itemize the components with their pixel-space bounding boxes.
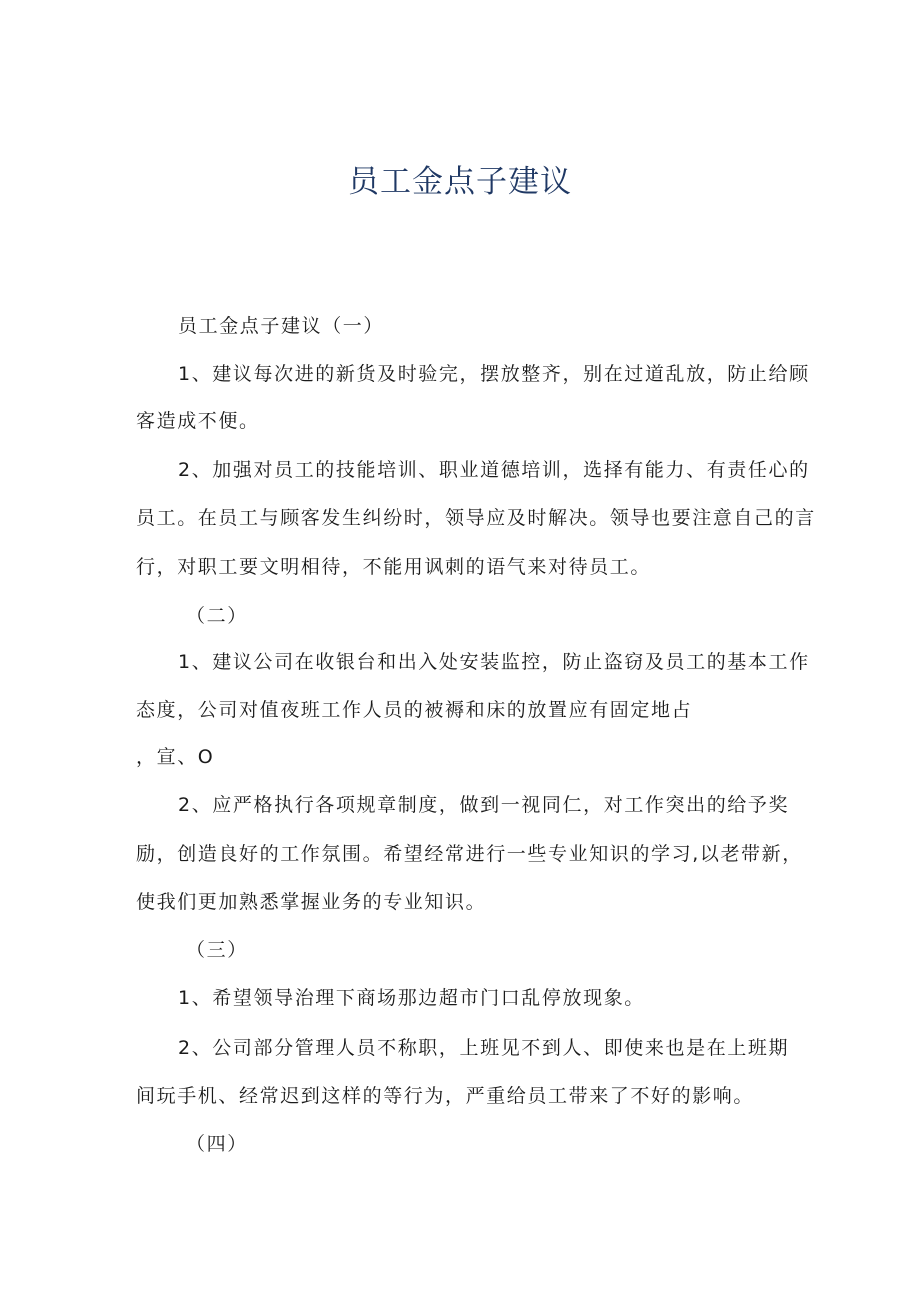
paragraph-line: 1、希望领导治理下商场那边超市门口乱停放现象。 <box>178 987 645 1009</box>
paragraph-line: 2、加强对员工的技能培训、职业道德培训，选择有能力、有责任心的 <box>178 459 810 481</box>
paragraph-line: 2、公司部分管理人员不称职，上班见不到人、即使来也是在上班期 <box>178 1037 790 1059</box>
section-heading: （三） <box>186 939 248 961</box>
paragraph-line: 励，创造良好的工作氛围。希望经常进行一些专业知识的学习,以老带新， <box>136 843 803 865</box>
paragraph-line: 间玩手机、经常迟到这样的等行为，严重给员工带来了不好的影响。 <box>136 1085 755 1107</box>
paragraph-line: 2、应严格执行各项规章制度，做到一视同仁，对工作突出的给予奖 <box>178 794 790 816</box>
document-title: 员工金点子建议 <box>348 164 572 200</box>
paragraph-line: ，宣、O <box>136 746 215 768</box>
paragraph-line: 态度，公司对值夜班工作人员的被褥和床的放置应有固定地占 <box>136 699 693 721</box>
section-heading: 员工金点子建议（一） <box>178 315 385 337</box>
paragraph-line: 1、建议每次进的新货及时验完，摆放整齐，别在过道乱放，防止给顾 <box>178 363 810 385</box>
paragraph-line: 员工。在员工与顾客发生纠纷时，领导应及时解决。领导也要注意自己的言 <box>136 507 816 529</box>
section-heading: （二） <box>186 605 248 627</box>
paragraph-line: 1、建议公司在收银台和出入处安装监控，防止盗窃及员工的基本工作 <box>178 651 810 673</box>
paragraph-line: 客造成不便。 <box>136 410 260 432</box>
paragraph-line: 行，对职工要文明相待，不能用讽刺的语气来对待员工。 <box>136 556 652 578</box>
section-heading: （四） <box>186 1133 248 1155</box>
paragraph-line: 使我们更加熟悉掌握业务的专业知识。 <box>136 891 487 913</box>
